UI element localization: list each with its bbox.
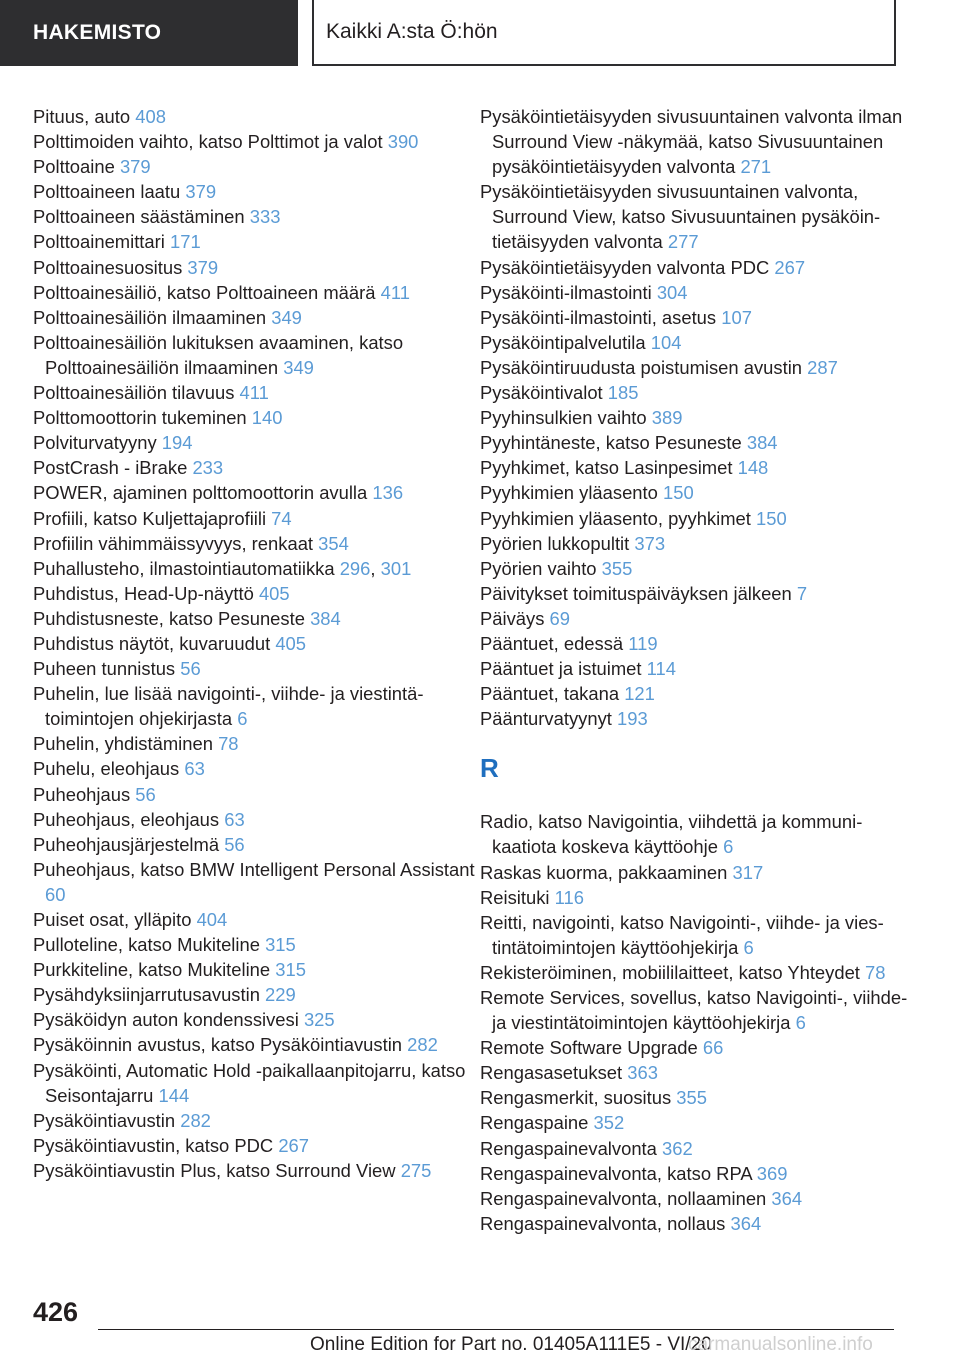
page-reference-link[interactable]: 6	[743, 936, 754, 958]
index-entry-text: Reitti, navigointi, katso Navigointi-, viihde- ja viestintätoimintojen käyttöohjekirja	[480, 911, 884, 958]
page-reference-link[interactable]: 390	[387, 131, 419, 153]
index-entry	[480, 355, 910, 380]
index-entry	[480, 430, 910, 455]
index-entry-text: Polttomoottorin tukeminen	[33, 407, 247, 429]
page-reference-link[interactable]: 144	[158, 1084, 190, 1106]
index-entry	[480, 910, 910, 960]
index-entry-text: Pyörien vaihto	[480, 557, 597, 579]
page-reference-link[interactable]: 408	[135, 106, 166, 127]
page-reference-link[interactable]: 384	[310, 607, 341, 629]
index-entry-text: Pysäköintiavustin	[33, 1109, 176, 1131]
index-entry	[33, 129, 483, 154]
page-reference-link[interactable]: 379	[187, 256, 219, 278]
index-entry-text: Pysäköinti-ilmastointi, asetus	[480, 306, 717, 328]
index-entry-text: Pysäköinnin avustus, katso Pysäköintiavustin	[33, 1034, 403, 1056]
index-entry-text: Pysäköintiavustin, katso PDC	[33, 1134, 274, 1156]
page-reference-link[interactable]: 114	[646, 658, 676, 680]
page-reference-link[interactable]: 404	[196, 909, 228, 930]
index-entry-text: Polviturvatyyny	[33, 432, 157, 454]
page-reference-link[interactable]: 355	[601, 557, 633, 579]
page-reference-link[interactable]: 315	[265, 934, 296, 956]
index-entry-text: Rekisteröiminen, mobiililaitteet, katso Yhteydet	[480, 961, 860, 983]
index-entry-text: Rengaspainevalvonta, katso RPA	[480, 1162, 752, 1184]
index-entry	[33, 280, 483, 305]
page-reference-link[interactable]: 333	[249, 206, 281, 228]
page-reference-link[interactable]: 150	[756, 507, 787, 529]
index-entry	[480, 455, 910, 480]
index-entry-text: Pituus, auto	[33, 106, 131, 127]
index-entry-text: Puhallusteho, ilmastointiautomatiikka	[33, 557, 335, 579]
index-entry	[480, 104, 910, 179]
index-entry-text: Pulloteline, katso Mukiteline	[33, 934, 260, 956]
index-entry-text: Puheen tunnistus	[33, 658, 176, 680]
index-entry	[480, 330, 910, 355]
page-reference-link[interactable]: 56	[135, 783, 156, 805]
index-entry-text: Pysähdyksiinjarrutusavustin	[33, 984, 260, 1006]
index-entry	[480, 1211, 910, 1236]
page-reference-link[interactable]: 150	[663, 482, 694, 504]
page-reference-link[interactable]: 233	[192, 457, 224, 479]
index-entry	[480, 1161, 910, 1186]
page-reference-link[interactable]: 373	[634, 532, 666, 554]
page-reference-link[interactable]: 363	[627, 1062, 658, 1084]
index-entry-text: Remote Services, sovellus, katso Navigointi-, viihde- ja viestintätoimintojen käyttöohjekirja	[480, 987, 908, 1034]
index-entry-text: Puhelu, eleohjaus	[33, 758, 180, 780]
index-entry-text: Pysäköintiruudusta poistumisen avustin	[480, 356, 803, 378]
index-entry-text: Polttoaineen laatu	[33, 181, 181, 203]
index-entry	[33, 179, 483, 204]
index-entry-text: Pääntuet ja istuimet	[480, 658, 642, 680]
index-entry-text: Puheohjaus, katso BMW Intelligent Personal Assistant	[33, 858, 475, 880]
page-reference-link[interactable]: 317	[732, 861, 764, 883]
index-entry	[33, 1007, 483, 1032]
index-entry-text: Pyörien lukkopultit	[480, 532, 630, 554]
page-reference-link[interactable]: 78	[218, 733, 239, 755]
index-entry	[480, 480, 910, 505]
page-reference-link[interactable]: 384	[746, 432, 778, 454]
index-entry	[480, 681, 910, 706]
index-entry-text: Polttoainesäiliö, katso Polttoaineen määrä	[33, 281, 376, 303]
index-group-r	[480, 809, 910, 1236]
page-reference-link[interactable]: 185	[607, 382, 639, 404]
index-entry-text: Rengasasetukset	[480, 1062, 623, 1084]
index-entry-text: Rengaspainevalvonta, nollaaminen	[480, 1187, 767, 1209]
index-entry-text: Radio, katso Navigointia, viihdettä ja kommunikaatiota koskeva käyttöohje	[480, 811, 863, 858]
index-entry-text: Pysäköinti-ilmastointi	[480, 281, 652, 303]
index-entry-text: Rengasmerkit, suositus	[480, 1087, 672, 1109]
index-entry-text: Pysäköintiavustin Plus, katso Surround View	[33, 1159, 396, 1181]
index-entry-text: Pyyhkimien yläasento	[480, 482, 658, 504]
index-entry	[33, 957, 483, 982]
index-entry	[480, 860, 910, 885]
index-entry-text: Rengaspaine	[480, 1112, 589, 1134]
index-entry	[480, 1136, 910, 1161]
page-reference-link[interactable]: 6	[723, 836, 734, 858]
page-reference-link[interactable]: 325	[303, 1009, 335, 1031]
page-reference-link[interactable]: 171	[170, 231, 201, 253]
page-reference-link[interactable]: 301	[380, 557, 412, 579]
page-reference-link[interactable]: 267	[774, 256, 806, 278]
index-column-right	[480, 104, 910, 1236]
page-reference-link[interactable]: 271	[740, 156, 772, 178]
index-entry	[480, 1035, 910, 1060]
index-entry-text: Pääntuet, takana	[480, 683, 620, 705]
index-entry-text: Profiili, katso Kuljettajaprofiili	[33, 507, 267, 529]
page-reference-link[interactable]: 140	[251, 407, 283, 429]
page-separator: ,	[370, 557, 376, 579]
page-reference-link[interactable]: 349	[271, 306, 302, 328]
page-reference-link[interactable]: 136	[372, 482, 404, 504]
page-reference-link[interactable]: 56	[224, 833, 245, 855]
page-reference-link[interactable]: 411	[239, 382, 269, 404]
page-reference-link[interactable]: 194	[161, 432, 193, 454]
index-entry-text: Puheohjaus, eleohjaus	[33, 808, 220, 830]
index-entry-text: Puhdistusneste, katso Pesuneste	[33, 607, 305, 629]
page-reference-link[interactable]: 411	[380, 281, 410, 303]
page-reference-link[interactable]: 349	[283, 356, 314, 378]
page-reference-link[interactable]: 119	[628, 632, 658, 654]
index-entry	[33, 932, 483, 957]
index-entry	[33, 330, 483, 380]
index-entry-text: Reisituki	[480, 886, 550, 908]
index-entry-text: Polttimoiden vaihto, katso Polttimot ja valot	[33, 131, 383, 153]
index-entry-text: Pyyhkimet, katso Lasinpesimet	[480, 457, 733, 479]
page-reference-link[interactable]: 389	[651, 407, 683, 429]
page-reference-link[interactable]: 69	[549, 607, 570, 629]
index-entry	[33, 229, 483, 254]
page-reference-link[interactable]: 315	[275, 959, 306, 981]
index-entry	[33, 681, 483, 731]
page-reference-link[interactable]: 148	[737, 457, 769, 479]
index-entry	[33, 154, 483, 179]
index-entry	[480, 280, 910, 305]
index-entry	[480, 531, 910, 556]
page-reference-link[interactable]: 352	[593, 1112, 625, 1134]
index-entry-text: Polttoainemittari	[33, 231, 165, 253]
index-entry-text: Pysäköintietäisyyden sivusuuntainen valvonta, Surround View, katso Sivusuuntainen pysäköintietäisyyden valvonta	[480, 181, 881, 253]
index-entry-text: Päivitykset toimituspäiväyksen jälkeen	[480, 582, 792, 604]
page-reference-link[interactable]: 116	[554, 886, 584, 908]
section-subtitle: Kaikki A:sta Ö:hön	[326, 20, 498, 43]
index-column-left	[33, 104, 483, 1183]
index-entry-text: Polttoainesäiliön lukituksen avaaminen, katso Polttoainesäiliön ilmaaminen	[33, 331, 404, 378]
index-entry-text: Polttoainesuositus	[33, 256, 183, 278]
index-entry-text: Päiväys	[480, 607, 545, 629]
index-entry-text: Polttoainesäiliön ilmaaminen	[33, 306, 267, 328]
index-entry-text: Päänturvatyynyt	[480, 708, 612, 730]
index-entry	[33, 907, 483, 932]
index-entry-text: Puhelin, yhdistäminen	[33, 733, 213, 755]
index-entry-text: Pyyhintäneste, katso Pesuneste	[480, 432, 742, 454]
page-reference-link[interactable]: 6	[237, 708, 248, 730]
page-reference-link[interactable]: 66	[702, 1037, 724, 1059]
page-reference-link[interactable]: 364	[730, 1212, 762, 1234]
index-entry-text: Rengaspainevalvonta	[480, 1137, 657, 1159]
page-reference-link[interactable]: 7	[796, 582, 808, 604]
index-entry	[33, 204, 483, 229]
index-entry	[480, 809, 910, 859]
index-entry	[33, 982, 483, 1007]
index-entry-text: Puheohjaus	[33, 783, 131, 805]
index-entry	[480, 1110, 910, 1135]
index-entry	[480, 706, 910, 731]
page-reference-link[interactable]: 379	[119, 156, 151, 178]
index-entry	[480, 405, 910, 430]
index-entry	[480, 380, 910, 405]
index-entry	[480, 631, 910, 656]
index-entry-text: Remote Software Upgrade	[480, 1037, 698, 1059]
page-reference-link[interactable]: 275	[400, 1159, 432, 1181]
index-entry	[33, 1032, 483, 1057]
index-entry	[33, 857, 483, 907]
page-reference-link[interactable]: 107	[721, 306, 752, 328]
page-reference-link[interactable]: 229	[265, 984, 296, 1006]
index-entry	[33, 807, 483, 832]
page-reference-link[interactable]: 63	[224, 808, 245, 830]
index-entry	[480, 305, 910, 330]
section-tab	[0, 0, 298, 66]
index-entry	[480, 556, 910, 581]
index-entry	[33, 782, 483, 807]
index-entry-text: Pysäköinti, Automatic Hold -paikallaanpitojarru, katso Seisontajarru	[33, 1059, 466, 1106]
index-entry-text: Pysäköintietäisyyden sivusuuntainen valvonta ilman Surround View -näkymää, katso Sivusuuntainen pysäköintietäisyyden valvonta	[480, 106, 903, 178]
index-entry	[480, 985, 910, 1035]
index-entry	[480, 606, 910, 631]
page-reference-link[interactable]: 405	[258, 582, 290, 604]
index-entry-text: Purkkiteline, katso Mukiteline	[33, 959, 271, 981]
index-entry	[33, 832, 483, 857]
index-entry-text: Pysäköidyn auton kondenssivesi	[33, 1009, 299, 1031]
page-reference-link[interactable]: 405	[275, 632, 306, 654]
index-entry-text: Pysäköintietäisyyden valvonta PDC	[480, 256, 770, 278]
index-entry	[33, 480, 483, 505]
page-reference-link[interactable]: 121	[624, 683, 655, 705]
page-reference-link[interactable]: 277	[667, 231, 699, 253]
index-letter-heading: R	[480, 753, 499, 784]
index-entry-text: Polttoaine	[33, 156, 115, 178]
page-reference-link[interactable]: 56	[180, 658, 201, 680]
page-reference-link[interactable]: 60	[45, 883, 66, 905]
footer-divider	[98, 1329, 894, 1330]
index-entry	[33, 531, 483, 556]
index-entry	[33, 1058, 483, 1108]
index-entry-text: Pyyhinsulkien vaihto	[480, 407, 647, 429]
index-entry	[480, 1085, 910, 1110]
index-entry	[33, 606, 483, 631]
index-entry	[33, 1108, 483, 1133]
index-entry-text: Puhdistus näytöt, kuvaruudut	[33, 632, 271, 654]
page-reference-link[interactable]: 74	[271, 507, 292, 529]
page-reference-link[interactable]: 287	[807, 356, 838, 378]
index-group-p	[480, 104, 910, 731]
page-reference-link[interactable]: 104	[650, 331, 682, 353]
index-entry	[480, 179, 910, 254]
index-entry	[480, 506, 910, 531]
index-entry	[480, 581, 910, 606]
index-entry	[480, 1060, 910, 1085]
section-title: HAKEMISTO	[33, 21, 162, 44]
edition-note: Online Edition for Part no. 01405A111E5 - VI/20	[310, 1334, 712, 1355]
page-reference-link[interactable]: 63	[184, 758, 205, 780]
index-entry-text: POWER, ajaminen polttomoottorin avulla	[33, 482, 368, 504]
index-entry	[33, 1133, 483, 1158]
page-reference-link[interactable]: 193	[617, 708, 648, 730]
index-entry	[33, 556, 483, 581]
index-entry	[33, 1158, 483, 1183]
index-entry	[480, 960, 910, 985]
page-reference-link[interactable]: 369	[756, 1162, 788, 1184]
index-entry	[33, 305, 483, 330]
page-reference-link[interactable]: 296	[339, 557, 371, 579]
page-reference-link[interactable]: 362	[662, 1137, 693, 1159]
index-entry	[33, 430, 483, 455]
index-entry-text: Raskas kuorma, pakkaaminen	[480, 861, 728, 883]
page-reference-link[interactable]: 364	[771, 1187, 803, 1209]
index-entry	[33, 255, 483, 280]
index-entry-text: Puheohjausjärjestelmä	[33, 833, 220, 855]
page-reference-link[interactable]: 354	[318, 532, 349, 554]
index-entry-text: Pyyhkimien yläasento, pyyhkimet	[480, 507, 751, 529]
index-entry	[33, 731, 483, 756]
index-entry-text: PostCrash - iBrake	[33, 457, 188, 479]
index-entry-text: Pysäköintivalot	[480, 382, 603, 404]
index-entry-text: Polttoainesäiliön tilavuus	[33, 382, 235, 404]
index-entry-text: Puhelin, lue lisää navigointi-, viihde- ja viestintätoimintojen ohjekirjasta	[33, 683, 424, 730]
page-reference-link[interactable]: 78	[865, 961, 886, 983]
index-entry	[33, 656, 483, 681]
page-reference-link[interactable]: 379	[185, 181, 217, 203]
index-entry-text: Puiset osat, ylläpito	[33, 909, 192, 930]
page-reference-link[interactable]: 267	[278, 1134, 310, 1156]
index-entry	[33, 756, 483, 781]
index-entry	[33, 380, 483, 405]
page-number: 426	[33, 1297, 79, 1327]
page-reference-link[interactable]: 6	[795, 1012, 806, 1034]
index-entry	[33, 506, 483, 531]
page-reference-link[interactable]: 282	[407, 1034, 438, 1056]
index-entry	[480, 656, 910, 681]
index-entry-text: Polttoaineen säästäminen	[33, 206, 245, 228]
page-reference-link[interactable]: 304	[656, 281, 688, 303]
index-entry-text: Profiilin vähimmäissyvyys, renkaat	[33, 532, 314, 554]
index-entry	[480, 885, 910, 910]
index-entry	[33, 581, 483, 606]
index-entry-text: Pääntuet, edessä	[480, 632, 624, 654]
index-entry	[33, 631, 483, 656]
index-entry	[33, 455, 483, 480]
index-entry	[33, 405, 483, 430]
subtitle-tab	[312, 0, 896, 66]
index-entry	[480, 1186, 910, 1211]
index-entry-text: Pysäköintipalvelutila	[480, 331, 646, 353]
watermark: carmanualsonline.info	[688, 1334, 873, 1355]
page-reference-link[interactable]: 355	[676, 1087, 707, 1109]
index-entry	[33, 104, 483, 129]
index-entry-text: Rengaspainevalvonta, nollaus	[480, 1212, 726, 1234]
page-reference-link[interactable]: 282	[180, 1109, 211, 1131]
index-entry-text: Puhdistus, Head-Up-näyttö	[33, 582, 254, 604]
index-entry	[480, 255, 910, 280]
